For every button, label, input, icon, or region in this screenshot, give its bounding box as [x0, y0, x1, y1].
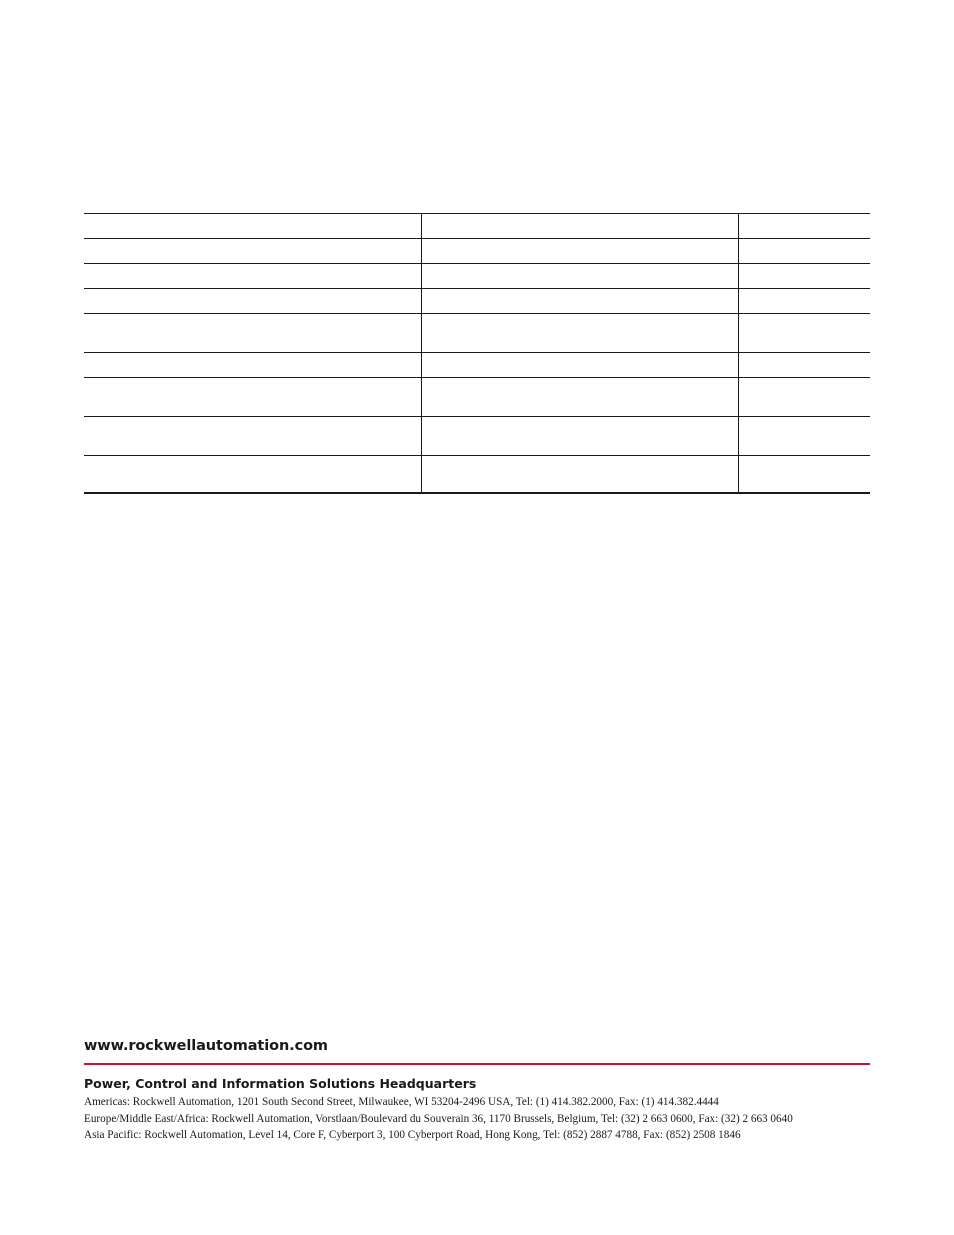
revision-table-grid [84, 213, 870, 494]
table-row [84, 378, 870, 417]
table-row [84, 239, 870, 264]
table-cell [84, 417, 421, 456]
table-cell [421, 289, 738, 314]
address-americas: Americas: Rockwell Automation, 1201 South Second Street, Milwaukee, WI 53204-2496 USA, Tel: (1) 414.382.2000, Fax: (1) 414.382.4444 [84, 1096, 719, 1108]
footer-divider [84, 1063, 870, 1065]
table-cell [421, 239, 738, 264]
table-cell [84, 378, 421, 417]
table-cell [738, 353, 870, 378]
address-emea: Europe/Middle East/Africa: Rockwell Automation, Vorstlaan/Boulevard du Souverain 36, 1170 Brussels, Belgium, Tel: (32) 2 663 0600, Fax: (32) 2 663 0640 [84, 1112, 793, 1125]
table-row [84, 214, 870, 239]
table-row [84, 314, 870, 353]
table-cell [84, 314, 421, 353]
table-cell [738, 314, 870, 353]
table-cell [84, 353, 421, 378]
table-row [84, 417, 870, 456]
table-cell [738, 289, 870, 314]
table-row [84, 353, 870, 378]
table-cell [738, 214, 870, 239]
table-cell [421, 456, 738, 493]
address-list [84, 1094, 870, 1144]
table-row [84, 456, 870, 493]
table-cell [84, 239, 421, 264]
table-cell [738, 239, 870, 264]
table-cell [421, 353, 738, 378]
page-footer [84, 1036, 870, 1144]
table-cell [84, 214, 421, 239]
table-row [84, 264, 870, 289]
table-cell [421, 417, 738, 456]
table-cell [738, 417, 870, 456]
table-row [84, 289, 870, 314]
table-cell [421, 314, 738, 353]
table-cell [84, 289, 421, 314]
table-cell [421, 214, 738, 239]
headquarters-title: Power, Control and Information Solutions Headquarters [84, 1076, 477, 1091]
table-cell [84, 264, 421, 289]
website-url: www.rockwellautomation.com [84, 1038, 328, 1054]
table-cell [738, 378, 870, 417]
table-cell [421, 378, 738, 417]
table-cell [738, 456, 870, 493]
table-cell [421, 264, 738, 289]
address-asia-pacific: Asia Pacific: Rockwell Automation, Level 14, Core F, Cyberport 3, 100 Cyberport Road, Hong Kong, Tel: (852) 2887 4788, Fax: (852) 2508 1846 [84, 1129, 741, 1141]
table-cell [738, 264, 870, 289]
table-cell [84, 456, 421, 493]
revision-table [84, 213, 870, 494]
